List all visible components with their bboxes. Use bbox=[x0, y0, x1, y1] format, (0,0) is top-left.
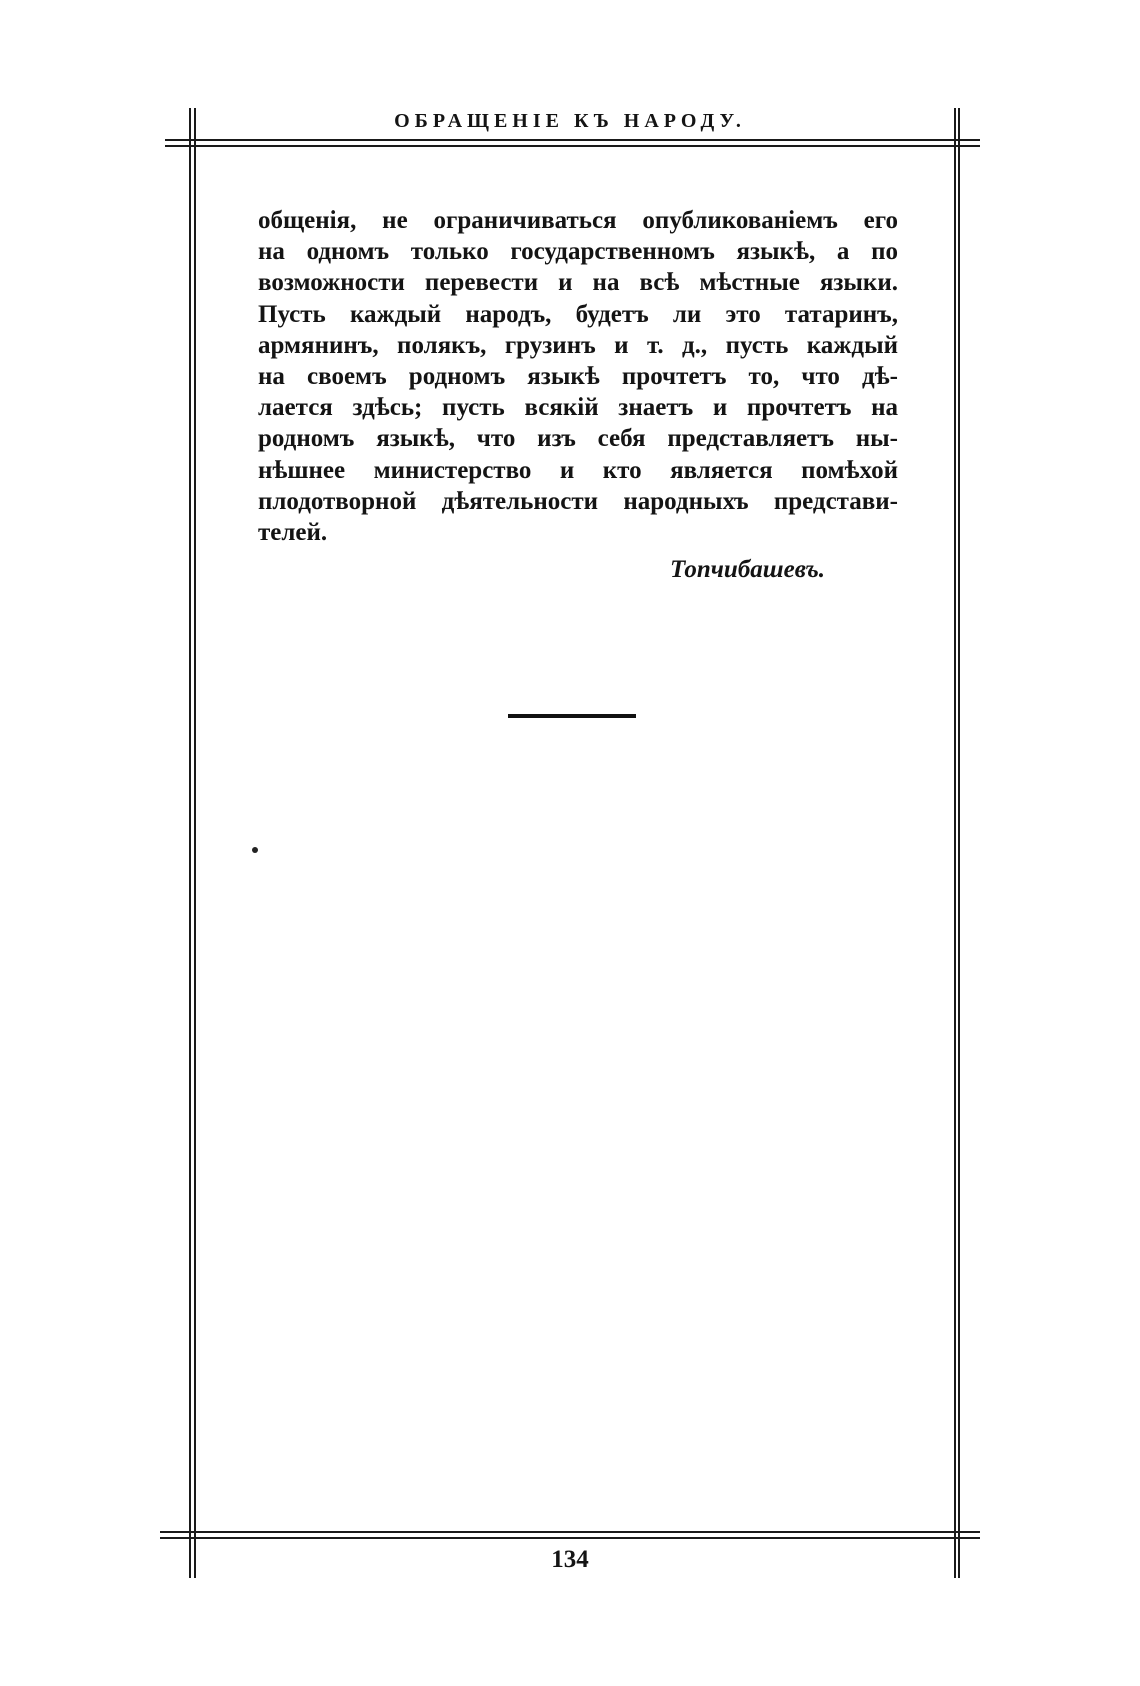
footer-rule-top bbox=[160, 1531, 980, 1533]
running-header-title: ОБРАЩЕНІЕ КЪ НАРОДУ. bbox=[394, 110, 746, 132]
body-line: лается здѣсь; пусть всякій знаетъ и прочтетъ на bbox=[258, 394, 898, 422]
page-number: 134 bbox=[551, 1546, 589, 1573]
body-line: плодотворной дѣятельности народныхъ представи- bbox=[258, 487, 898, 515]
frame-left-outer-rule bbox=[189, 108, 191, 1578]
body-line: на своемъ родномъ языкѣ прочтетъ то, что дѣ- bbox=[258, 363, 898, 391]
author-signature: Топчибашевъ. bbox=[670, 556, 825, 583]
frame-right-inner-rule bbox=[958, 108, 960, 1578]
body-line: возможности перевести и на всѣ мѣстные языки. bbox=[258, 269, 898, 297]
header-rule-top bbox=[165, 139, 980, 141]
body-line: Пусть каждый народъ, будетъ ли это татаринъ, bbox=[258, 300, 898, 328]
stray-ink-dot bbox=[252, 847, 258, 853]
body-line-last: телей. bbox=[258, 519, 328, 547]
body-line: на одномъ только государственномъ языкѣ, а по bbox=[258, 238, 898, 266]
header-rule-bottom bbox=[165, 145, 980, 147]
section-separator-rule bbox=[508, 714, 636, 718]
body-paragraph bbox=[258, 205, 898, 548]
frame-right-outer-rule bbox=[954, 108, 956, 1578]
body-line: родномъ языкѣ, что изъ себя представляетъ ны- bbox=[258, 425, 898, 453]
body-line: нѣшнее министерство и кто является помѣхой bbox=[258, 456, 898, 484]
body-line: армянинъ, полякъ, грузинъ и т. д., пусть каждый bbox=[258, 331, 898, 359]
body-line: общенія, не ограничиваться опубликованіемъ его bbox=[258, 207, 898, 234]
footer-rule-bottom bbox=[160, 1537, 980, 1539]
frame-left-inner-rule bbox=[194, 108, 196, 1578]
